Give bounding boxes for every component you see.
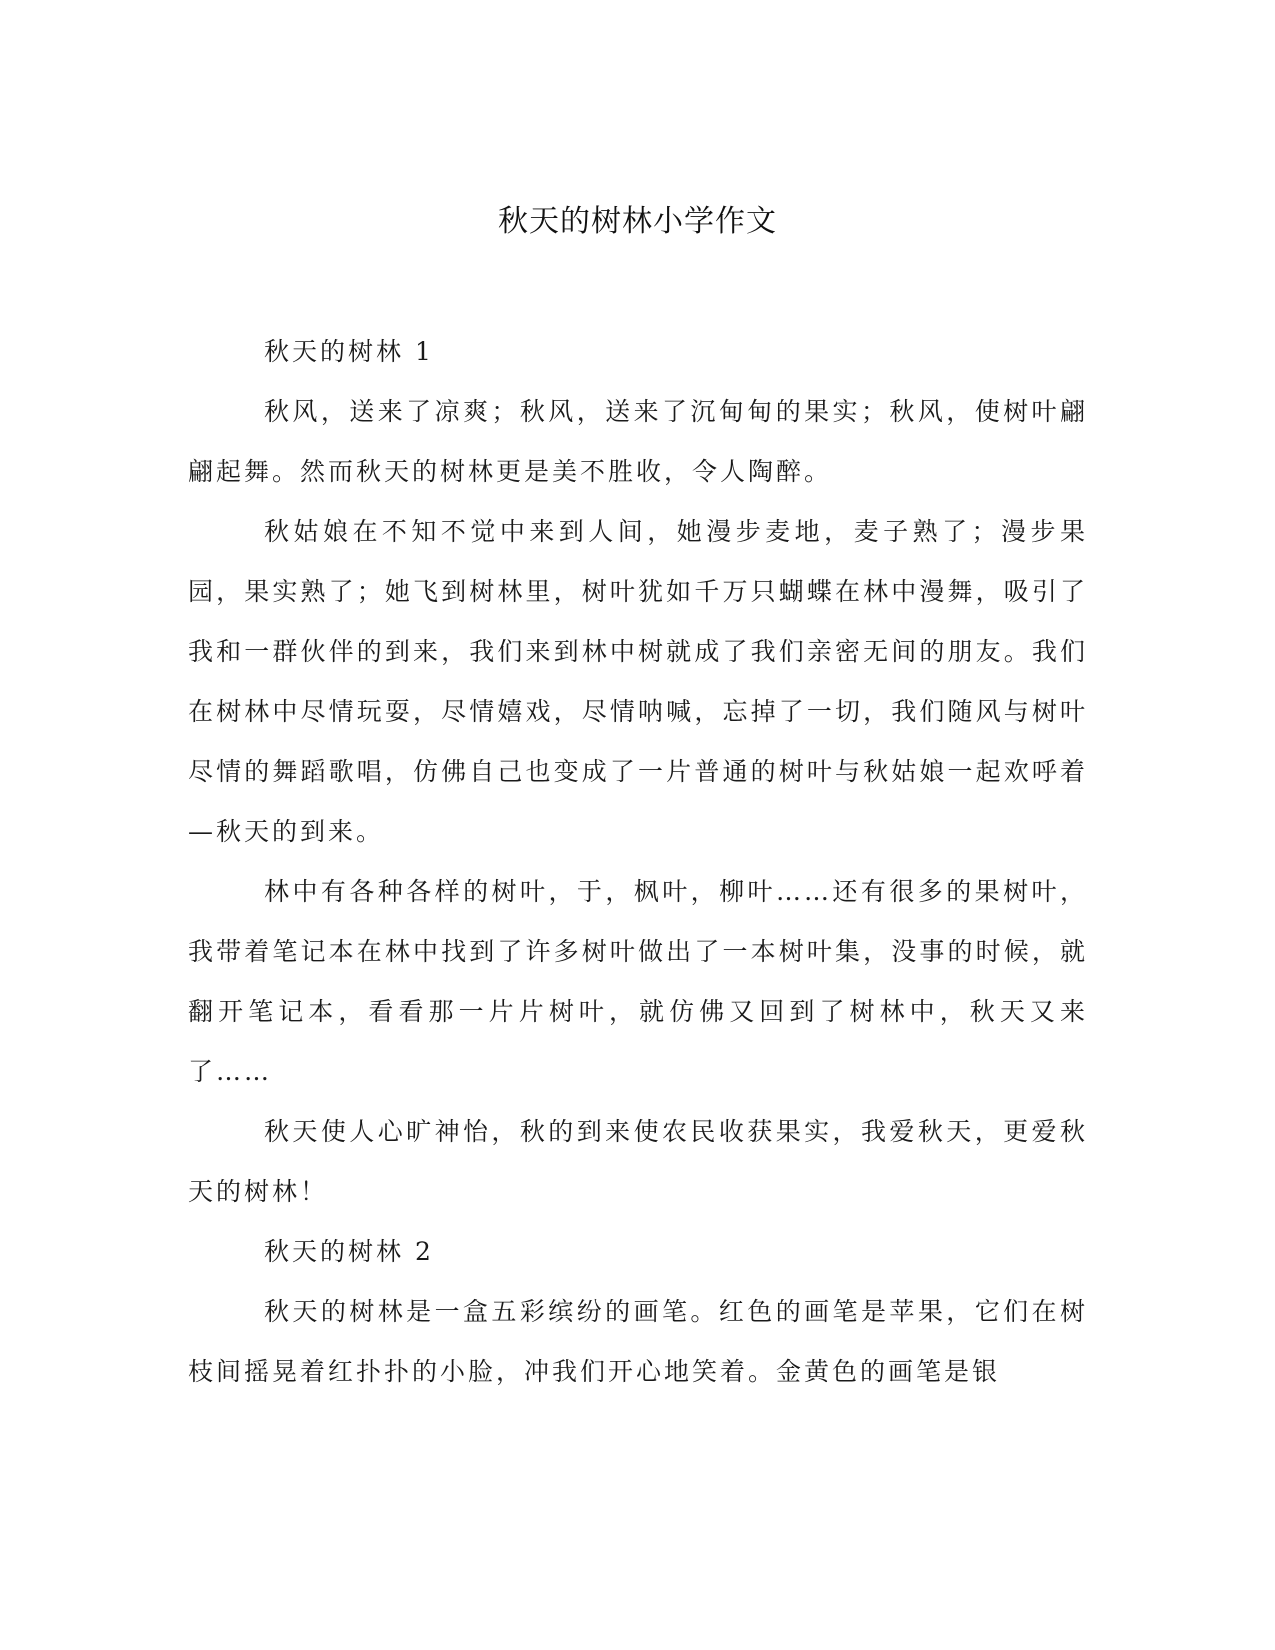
- paragraph: 秋天使人心旷神怡，秋的到来使农民收获果实，我爱秋天，更爱秋天的树林！: [188, 1117, 1088, 1206]
- paragraph: 秋风，送来了凉爽；秋风，送来了沉甸甸的果实；秋风，使树叶翩翩起舞。然而秋天的树林更是美不胜收，令人陶醉。: [188, 397, 1088, 486]
- section-heading-1: 秋天的树林 1: [264, 337, 434, 366]
- paragraph: 林中有各种各样的树叶，于，枫叶，柳叶……还有很多的果树叶，我带着笔记本在林中找到了许多树叶做出了一本树叶集，没事的时候，就翻开笔记本，看看那一片片树叶，就仿佛又回到了树林中，秋天又来了……: [188, 877, 1088, 1086]
- document-body: [188, 322, 1088, 1402]
- paragraph: 秋天的树林是一盒五彩缤纷的画笔。红色的画笔是苹果，它们在树枝间摇晃着红扑扑的小脸，冲我们开心地笑着。金黄色的画笔是银: [188, 1297, 1088, 1386]
- section-heading-2: 秋天的树林 2: [264, 1237, 434, 1266]
- document-title: 秋天的树林小学作文: [498, 204, 777, 239]
- paragraph: 秋姑娘在不知不觉中来到人间，她漫步麦地，麦子熟了；漫步果园，果实熟了；她飞到树林里，树叶犹如千万只蝴蝶在林中漫舞，吸引了我和一群伙伴的到来，我们来到林中树就成了我们亲密无间的朋友。我们在树林中尽情玩耍，尽情嬉戏，尽情呐喊，忘掉了一切，我们随风与树叶尽情的舞蹈歌唱，仿佛自己也变成了一片普通的树叶与秋姑娘一起欢呼着—秋天的到来。: [188, 517, 1088, 846]
